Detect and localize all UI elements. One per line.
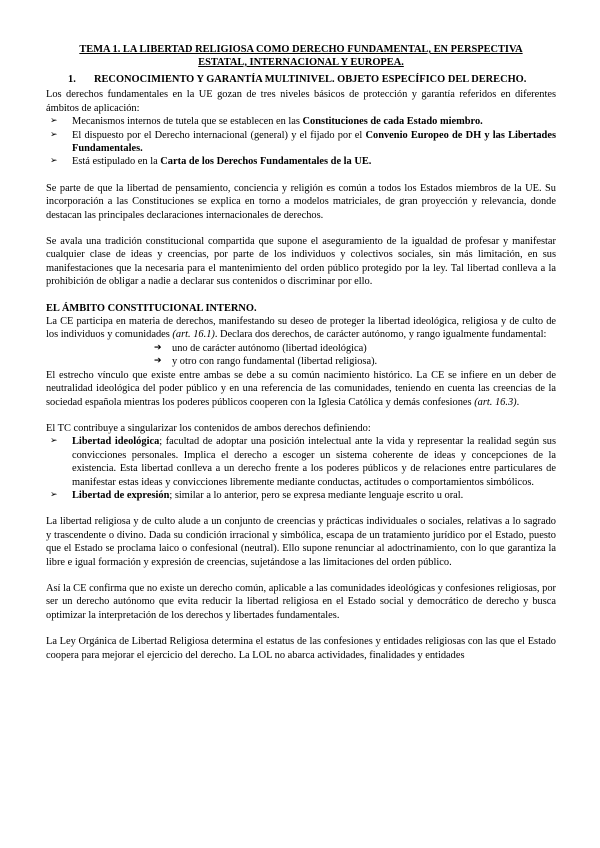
paragraph-ce bbox=[46, 315, 556, 342]
sub-list-item bbox=[154, 342, 556, 355]
paragraph-tc: El TC contribuye a singularizar los contenidos de ambos derechos definiendo: bbox=[46, 422, 371, 434]
article-reference: (art. 16.3) bbox=[474, 396, 517, 408]
document-page bbox=[46, 44, 556, 662]
list-item-text: Está estipulado en la bbox=[72, 156, 161, 168]
list-item-bold: Constituciones de cada Estado miembro. bbox=[302, 116, 483, 128]
rights-sublist bbox=[46, 342, 556, 369]
arrowhead-bullet-icon: ➢ bbox=[50, 116, 58, 127]
heading-number: 1. bbox=[68, 73, 76, 85]
paragraph-religious-freedom: La libertad religiosa y de culto alude a un conjunto de creencias y prácticas individuales o sociales, relativas a lo sagrado y trascendente o divino. Dada su condición irracional y simbólica, escapa de un tratamiento jurídico por el Estado, puesto que el Estado se proclama laico o confesional (neutral). Ello supone renunciar al adoctrinamiento, con lo que garantiza la libre e igual formación y expresión de creencias, sujetándose a las limitaciones del orden público. bbox=[46, 516, 556, 568]
document-title bbox=[46, 44, 556, 70]
list-item-bold: Libertad de expresión bbox=[72, 489, 170, 501]
text-span: El estrecho vínculo que existe entre ambas se debe a su común nacimiento histórico. La CE se infiere en un deber de neutralidad ideológica del poder público y en una referencia de las comunidades, teniendo en cuenta las creencias de la sociedad española mientras los poderes públicos cooperen con la Iglesia Católica y demás confesiones bbox=[46, 369, 556, 408]
text-span: . bbox=[516, 396, 520, 408]
title-line-1: TEMA 1. LA LIBERTAD RELIGIOSA COMO DERECHO FUNDAMENTAL, EN PERSPECTIVA bbox=[79, 44, 523, 55]
paragraph-common-freedom: Se parte de que la libertad de pensamiento, conciencia y religión es común a todos los Estados miembros de la UE. Su incorporación a las Constituciones se explica en torno a modelos matriciales, de gran proyección y relevancia, donde destacan las principales declaraciones internacionales de derechos. bbox=[46, 182, 556, 221]
heading-text: RECONOCIMIENTO Y GARANTÍA MULTINIVEL. OBJETO ESPECÍFICO DEL DERECHO. bbox=[94, 73, 527, 85]
title-line-2: ESTATAL, INTERNACIONAL Y EUROPEA. bbox=[198, 56, 404, 68]
freedoms-list bbox=[46, 435, 556, 502]
paragraph-lol: La Ley Orgánica de Libertad Religiosa determina el estatus de las confesiones y entidades religiosas con las que el Estado coopera para mejorar el ejercicio del derecho. La LOL no abarca actividades, finalidades y entidades bbox=[46, 636, 556, 661]
text-span: La CE participa en materia de derechos, manifestando su deseo de proteger la libertad ideológica, religiosa y de culto de los individuos y comunidades bbox=[46, 316, 556, 341]
sub-list-item bbox=[154, 355, 556, 368]
right-arrow-icon: ➔ bbox=[154, 356, 162, 367]
sub-list-text: y otro con rango fundamental (libertad religiosa). bbox=[172, 356, 378, 368]
section-heading-1 bbox=[46, 74, 556, 87]
list-item-text: ; similar a lo anterior, pero se expresa mediante lenguaje escrito u oral. bbox=[169, 489, 464, 501]
article-reference: (art. 16.1) bbox=[172, 329, 215, 341]
list-item-bold: Convenio Europeo de DH y las Libertades Fundamentales. bbox=[72, 129, 556, 155]
section-heading-2: EL ÁMBITO CONSTITUCIONAL INTERNO. bbox=[46, 302, 257, 314]
text-span: . Declara dos derechos, de carácter autónomo, y rango igualmente fundamental: bbox=[214, 329, 547, 341]
list-item bbox=[46, 155, 556, 168]
list-item bbox=[46, 115, 556, 128]
paragraph-autonomous-right: Así la CE confirma que no existe un derecho común, aplicable a las comunidades ideológicas y confesiones religiosas, por ser un derecho autónomo que evita reducir la libertad religiosa en el Estado social y democrático de derecho y busca optimizar la interpretación de los derechos y libertades fundamentales. bbox=[46, 582, 556, 621]
list-item-text: El dispuesto por el Derecho internacional (general) y el fijado por el bbox=[72, 129, 366, 141]
paragraph-constitutional-tradition: Se avala una tradición constitucional compartida que supone el aseguramiento de la igualdad de profesar y manifestar cualquier clase de ideas y creencias, por parte de los individuos y colectivos sociales, sin más limitación, en sus manifestaciones que la necesaria para el mantenimiento del orden público protegido por la ley. Tal libertad conlleva a la prohibición de obligar a nadie a declarar sus contenidos o discriminar por ello. bbox=[46, 236, 556, 288]
list-item-bold: Libertad ideológica bbox=[72, 436, 160, 448]
list-item-text: Mecanismos internos de tutela que se establecen en las bbox=[72, 116, 303, 128]
arrowhead-bullet-icon: ➢ bbox=[50, 436, 58, 447]
protection-levels-list bbox=[46, 115, 556, 169]
list-item-bold: Carta de los Derechos Fundamentales de la UE. bbox=[160, 156, 372, 168]
paragraph-intro: Los derechos fundamentales en la UE gozan de tres niveles básicos de protección y garantía referidos en diferentes ámbitos de aplicación: bbox=[46, 89, 556, 114]
sub-list-text: uno de carácter autónomo (libertad ideológica) bbox=[172, 342, 367, 354]
arrowhead-bullet-icon: ➢ bbox=[50, 156, 58, 167]
list-item bbox=[46, 129, 556, 156]
arrowhead-bullet-icon: ➢ bbox=[50, 489, 58, 500]
list-item bbox=[46, 489, 556, 502]
right-arrow-icon: ➔ bbox=[154, 342, 162, 353]
arrowhead-bullet-icon: ➢ bbox=[50, 129, 58, 140]
list-item-text: ; facultad de adoptar una posición intelectual ante la vida y representar la realidad según sus convicciones personales. Implica el derecho a escoger un sistema coherente de ideas y concepciones de la existencia. Esta libertad conlleva a un derecho frente a los poderes públicos y de relaciones entre particulares de manifestar estas ideas y convicciones libremente mediante conductas, actitudes o comportamientos simbólicos. bbox=[72, 436, 556, 488]
paragraph-link bbox=[46, 369, 556, 409]
list-item bbox=[46, 435, 556, 489]
